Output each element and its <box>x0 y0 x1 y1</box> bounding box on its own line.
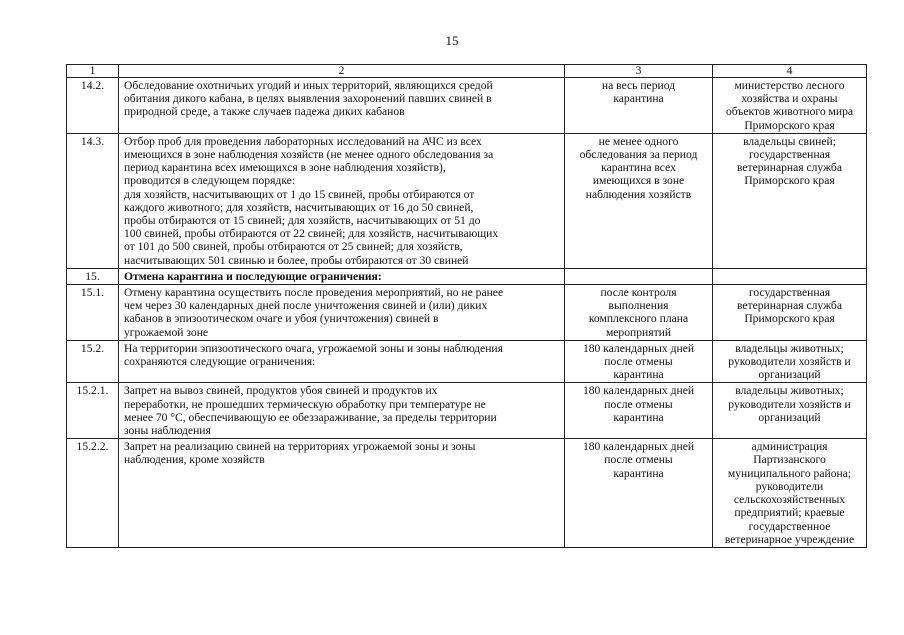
measure-text <box>119 285 565 341</box>
measure-text <box>119 383 565 439</box>
measure-responsible <box>713 340 867 383</box>
measure-responsible-line: руководители <box>755 479 824 493</box>
measure-text-line: наблюдения, кроме хозяйств <box>124 453 265 467</box>
measure-text <box>119 340 565 383</box>
measure-responsible <box>713 268 867 284</box>
measure-text-line: обитания дикого кабана, в целях выявления захоронений павших свиней в <box>124 92 492 106</box>
measure-term-line: карантина <box>613 410 664 424</box>
measure-responsible-line: государственная <box>748 148 831 162</box>
row-number: 15. <box>67 268 119 284</box>
measure-responsible <box>713 383 867 439</box>
measure-term-line: обследования за период <box>579 148 698 162</box>
measure-responsible-line: государственная <box>748 286 831 300</box>
header-col-2: 2 <box>119 65 565 78</box>
measure-term-line: после отмены <box>604 355 673 369</box>
measure-text <box>119 439 565 548</box>
measure-term <box>565 268 713 284</box>
measure-text-line: для хозяйств, насчитывающих от 1 до 15 свиней, пробы отбираются от <box>124 187 475 201</box>
measure-responsible-line: организаций <box>758 410 821 424</box>
row-number: 15.2.2. <box>67 439 119 548</box>
measure-responsible <box>713 285 867 341</box>
measure-text-line: Обследование охотничьих угодий и иных территорий, являющихся средой <box>124 79 493 92</box>
measure-text-line: пробы отбираются от 15 свиней; для хозяйств, насчитывающих от 51 до <box>124 214 481 228</box>
measure-responsible <box>713 78 867 134</box>
measure-responsible-line: ветеринарная служба <box>737 161 842 175</box>
header-col-1: 1 <box>67 65 119 78</box>
measure-term <box>565 439 713 548</box>
measure-text-line: от 101 до 500 свиней, пробы отбираются от 25 свиней; для хозяйств, <box>124 240 463 254</box>
measure-text-line: Запрет на вывоз свиней, продуктов убоя свиней и продуктов их <box>124 384 438 398</box>
measure-responsible-line: Приморского края <box>744 312 835 326</box>
measure-responsible-line: владельцы животных; <box>735 341 844 355</box>
measure-text-line: имеющихся в зоне наблюдения хозяйств (не менее одного обследования за <box>124 148 494 162</box>
measure-text-line: Отбор проб для проведения лабораторных исследований на АЧС из всех <box>124 134 482 148</box>
measure-term <box>565 285 713 341</box>
measure-term-line: 180 календарных дней <box>582 384 695 398</box>
page-number: 15 <box>445 33 459 48</box>
measure-term <box>565 383 713 439</box>
measure-text-line: чем через 30 календарных дней после уничтожения свиней и (или) диких <box>124 299 488 313</box>
measure-responsible-line: хозяйства и охраны <box>741 92 838 106</box>
table-row <box>67 78 867 134</box>
measures-table <box>66 64 867 548</box>
measure-term <box>565 78 713 134</box>
measure-text-line: угрожаемой зоне <box>124 325 209 339</box>
table-row <box>67 133 867 268</box>
measure-text-line: кабанов в эпизоотическом очаге и убоя (уничтожения) свиней в <box>124 312 439 326</box>
measure-term-line: комплексного плана <box>588 312 689 326</box>
measure-responsible-line: ветеринарная служба <box>737 299 842 313</box>
header-col-4: 4 <box>713 65 867 78</box>
measure-term-line: карантина <box>613 368 664 382</box>
measure-term-line: выполнения <box>608 299 669 313</box>
measure-term-line: наблюдения хозяйств <box>585 187 692 201</box>
measure-responsible-line: Партизанского <box>753 453 826 467</box>
table-row <box>67 383 867 439</box>
row-number: 15.2. <box>67 340 119 383</box>
measure-text-line: зоны наблюдения <box>124 424 211 438</box>
measure-responsible-line: сельскохозяйственных <box>733 493 846 507</box>
measure-text-line: период карантина всех имеющихся в зоне наблюдения хозяйств), <box>124 161 446 175</box>
table-row <box>67 268 867 284</box>
measure-responsible-line: Приморского края <box>744 174 835 188</box>
measure-text <box>119 133 565 268</box>
measure-text-line: менее 70 °С, обеспечивающую ее обеззараживание, за пределы территории <box>124 410 497 424</box>
row-number: 14.2. <box>67 78 119 134</box>
measure-term-line: карантина всех <box>601 161 676 175</box>
table-row <box>67 285 867 341</box>
measure-text-line: проводится в следующем порядке: <box>124 174 296 188</box>
measure-text-line: сохраняются следующие ограничения: <box>124 355 316 369</box>
measure-text-line: насчитывающих 501 свинью и более, пробы отбираются от 30 свиней <box>124 253 469 267</box>
measure-text-line: На территории эпизоотического очага, угрожаемой зоны и зоны наблюдения <box>124 341 503 355</box>
measure-term-line: имеющихся в зоне <box>592 174 685 188</box>
table-header-row <box>67 65 867 78</box>
measure-term-line: мероприятий <box>605 325 672 339</box>
measure-responsible-line: владельцы животных; <box>735 384 844 398</box>
measure-term-line: карантина <box>613 466 664 480</box>
measure-responsible-line: руководители хозяйств и <box>728 355 851 369</box>
measure-text-line: Запрет на реализацию свиней на территориях угрожаемой зоны и зоны <box>124 440 476 454</box>
measure-responsible-line: организаций <box>758 368 821 382</box>
measure-text-line: переработки, не прошедших термическую обработку при температуре не <box>124 397 486 411</box>
measure-term-line: после контроля <box>600 286 677 300</box>
header-col-3: 3 <box>565 65 713 78</box>
measure-responsible-line: объектов животного мира <box>725 105 854 119</box>
measure-term-line: 180 календарных дней <box>582 440 695 454</box>
measure-term-line: после отмены <box>604 453 673 467</box>
measure-responsible-line: владельцы свиней; <box>743 134 836 148</box>
measure-responsible-line: Приморского края <box>744 118 835 132</box>
measure-text-line: Отмена карантина и последующие ограничения: <box>124 269 382 283</box>
measure-responsible-line: министерство лесного <box>734 79 845 92</box>
measure-responsible-line: администрация <box>751 440 828 454</box>
measure-responsible <box>713 133 867 268</box>
measure-responsible-line: муниципального района; <box>727 466 852 480</box>
measure-term-line: после отмены <box>604 397 673 411</box>
measure-responsible-line: предприятий; краевые <box>734 506 845 520</box>
measure-text-line: каждого животного; для хозяйств, насчитывающих от 16 до 50 свиней, <box>124 200 474 214</box>
measure-term <box>565 340 713 383</box>
measure-term <box>565 133 713 268</box>
table-body <box>67 65 867 548</box>
measure-text <box>119 78 565 134</box>
row-number: 15.2.1. <box>67 383 119 439</box>
measure-term-line: карантина <box>613 92 664 106</box>
measure-responsible-line: ветеринарное учреждение <box>724 532 855 546</box>
measure-text-line: 100 свиней, пробы отбираются от 22 свиней; для хозяйств, насчитывающих <box>124 227 499 241</box>
measure-responsible-line: руководители хозяйств и <box>728 397 851 411</box>
measure-text <box>119 268 565 284</box>
row-number: 15.1. <box>67 285 119 341</box>
measure-term-line: на весь период <box>601 79 676 92</box>
row-number: 14.3. <box>67 133 119 268</box>
measure-term-line: 180 календарных дней <box>582 341 695 355</box>
measure-responsible <box>713 439 867 548</box>
table-row <box>67 439 867 548</box>
measure-text-line: Отмену карантина осуществить после проведения мероприятий, но не ранее <box>124 286 504 300</box>
measure-text-line: природной среде, а также случаев падежа диких кабанов <box>124 105 405 119</box>
table-row <box>67 340 867 383</box>
measure-term-line: не менее одного <box>598 134 679 148</box>
measure-responsible-line: государственное <box>748 519 831 533</box>
